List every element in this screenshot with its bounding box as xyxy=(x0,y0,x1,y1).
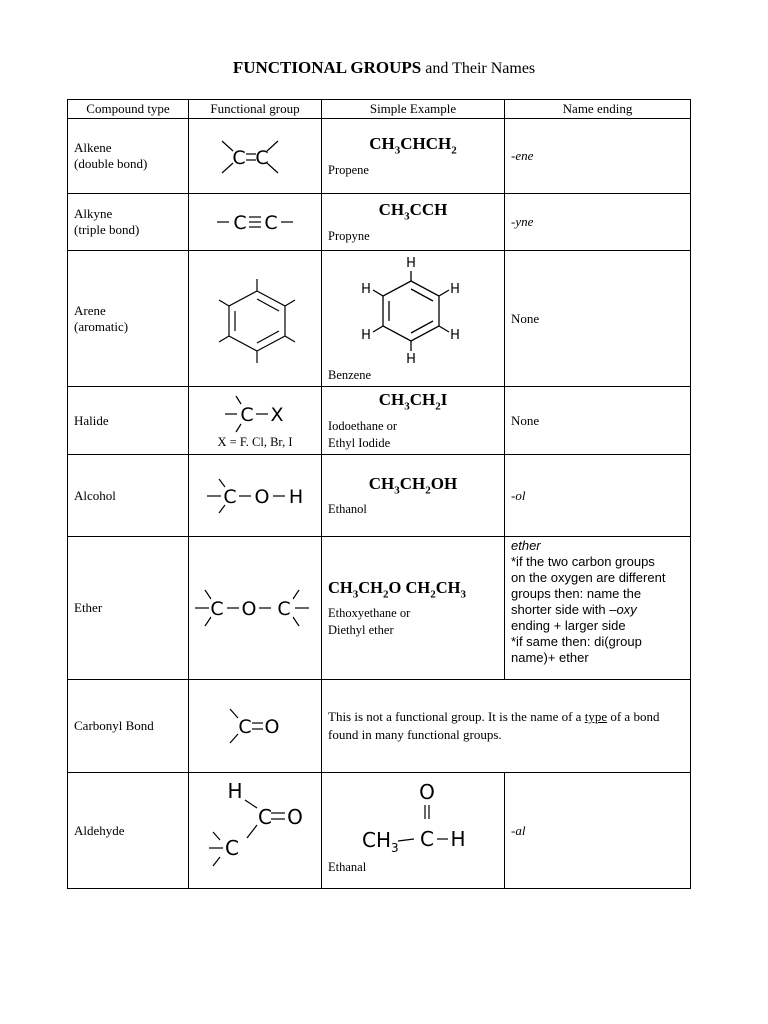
svg-text:C: C xyxy=(264,212,278,234)
ending-halide: None xyxy=(505,387,691,455)
svg-text:C: C xyxy=(255,147,269,169)
svg-text:H: H xyxy=(361,328,371,343)
table-row xyxy=(68,680,691,773)
svg-text:H: H xyxy=(450,282,460,297)
svg-text:C: C xyxy=(240,403,254,426)
svg-text:H: H xyxy=(227,778,243,803)
svg-text:C: C xyxy=(233,212,247,234)
table-row xyxy=(68,773,691,889)
functional-group-alkene xyxy=(189,119,322,194)
example-alkene: $CH_3CHCH_2$ Propene xyxy=(322,119,505,194)
formula-ethoxyethane: $CH_3CH_2O$ $CH_2CH_3$ xyxy=(328,577,466,601)
functional-group-ether xyxy=(189,537,322,680)
carbonyl-description: This is not a functional group. It is the name of a type of a bond found in many functional groups. xyxy=(322,680,691,773)
compound-type-carbonyl: Carbonyl Bond xyxy=(68,680,189,773)
svg-text:3: 3 xyxy=(391,841,399,855)
svg-text:H: H xyxy=(288,485,304,508)
benzene-structure xyxy=(338,255,508,367)
svg-text:C: C xyxy=(277,598,291,620)
header-simple-example: Simple Example xyxy=(322,100,505,119)
aldehyde-structure xyxy=(189,776,322,886)
table-row xyxy=(68,194,691,251)
svg-text:H: H xyxy=(406,352,416,367)
halide-structure xyxy=(189,392,322,438)
svg-text:O: O xyxy=(241,598,257,620)
formula-propene: $CH_3CHCH_2$ xyxy=(369,134,457,157)
svg-text:C: C xyxy=(238,716,252,738)
title-rest: and Their Names xyxy=(421,60,536,77)
page-title xyxy=(0,58,768,78)
compound-type-alcohol: Alcohol xyxy=(68,455,189,537)
example-arene: H H H H H H Benzene xyxy=(322,251,505,387)
header-name-ending: Name ending xyxy=(505,100,691,119)
carbonyl-structure xyxy=(189,691,322,761)
svg-text:O: O xyxy=(419,780,435,804)
benzene-ring-icon xyxy=(189,254,322,384)
functional-groups-table xyxy=(67,99,691,889)
example-alkyne: $CH_3CCH$ Propyne xyxy=(322,194,505,251)
svg-text:X: X xyxy=(270,403,284,426)
svg-text:C: C xyxy=(232,147,246,169)
table-row xyxy=(68,387,691,455)
example-halide: $CH_3CH_2I$ Iodoethane or Ethyl Iodide xyxy=(322,387,505,455)
example-aldehyde: O CH 3 C H Ethanal xyxy=(322,773,505,889)
alkene-structure xyxy=(189,121,322,191)
table-row xyxy=(68,455,691,537)
functional-group-arene xyxy=(189,251,322,387)
alkyne-structure xyxy=(189,197,322,247)
compound-type-halide: Halide xyxy=(68,387,189,455)
alcohol-structure xyxy=(189,461,322,531)
ending-alcohol: -ol xyxy=(505,455,691,537)
svg-text:C: C xyxy=(258,804,272,829)
functional-group-alkyne xyxy=(189,194,322,251)
halide-note: X = F. Cl, Br, I xyxy=(217,434,293,449)
compound-type-aldehyde: Aldehyde xyxy=(68,773,189,889)
header-functional-group: Functional group xyxy=(189,100,322,119)
svg-text:CH: CH xyxy=(362,828,392,852)
ethanal-structure xyxy=(328,775,498,859)
functional-group-halide xyxy=(189,387,322,455)
svg-text:O: O xyxy=(287,804,303,829)
example-alcohol: $CH_3CH_2OH$ Ethanol xyxy=(322,455,505,537)
compound-type-alkyne: Alkyne (triple bond) xyxy=(68,194,189,251)
ether-structure xyxy=(189,568,322,648)
functional-group-aldehyde xyxy=(189,773,322,889)
svg-text:O: O xyxy=(254,485,270,508)
svg-text:C: C xyxy=(210,598,224,620)
svg-text:H: H xyxy=(450,827,466,851)
formula-iodoethane: $CH_3CH_2I$ xyxy=(378,390,448,413)
functional-group-carbonyl xyxy=(189,680,322,773)
svg-text:H: H xyxy=(361,282,371,297)
ending-alkyne: -yne xyxy=(505,194,691,251)
table-row xyxy=(68,119,691,194)
compound-type-arene: Arene (aromatic) xyxy=(68,251,189,387)
svg-text:O: O xyxy=(264,716,280,738)
example-ether: $CH_3CH_2O$ $CH_2CH_3$ Ethoxyethane or Diethyl ether xyxy=(322,537,505,680)
svg-text:H: H xyxy=(406,256,416,271)
functional-group-alcohol xyxy=(189,455,322,537)
ending-ether: ether *if the two carbon groups on the oxygen are different groups then: name the shorter side with –oxy ending + larger side *if same then: di(group name)+ ether xyxy=(505,537,691,680)
svg-text:C: C xyxy=(225,835,239,860)
title-bold: FUNCTIONAL GROUPS xyxy=(232,58,422,77)
header-compound-type: Compound type xyxy=(68,100,189,119)
compound-type-ether: Ether xyxy=(68,537,189,680)
ending-arene: None xyxy=(505,251,691,387)
table-row xyxy=(68,537,691,680)
svg-text:C: C xyxy=(420,827,434,851)
ending-alkene: -ene xyxy=(505,119,691,194)
table-row xyxy=(68,251,691,387)
header-row xyxy=(68,100,691,119)
formula-propyne: $CH_3CCH$ xyxy=(378,200,448,223)
svg-text:C: C xyxy=(223,485,237,508)
svg-text:H: H xyxy=(450,328,460,343)
compound-type-alkene: Alkene (double bond) xyxy=(68,119,189,194)
ending-aldehyde: -al xyxy=(505,773,691,889)
formula-ethanol: $CH_3CH_2OH$ xyxy=(368,473,458,497)
